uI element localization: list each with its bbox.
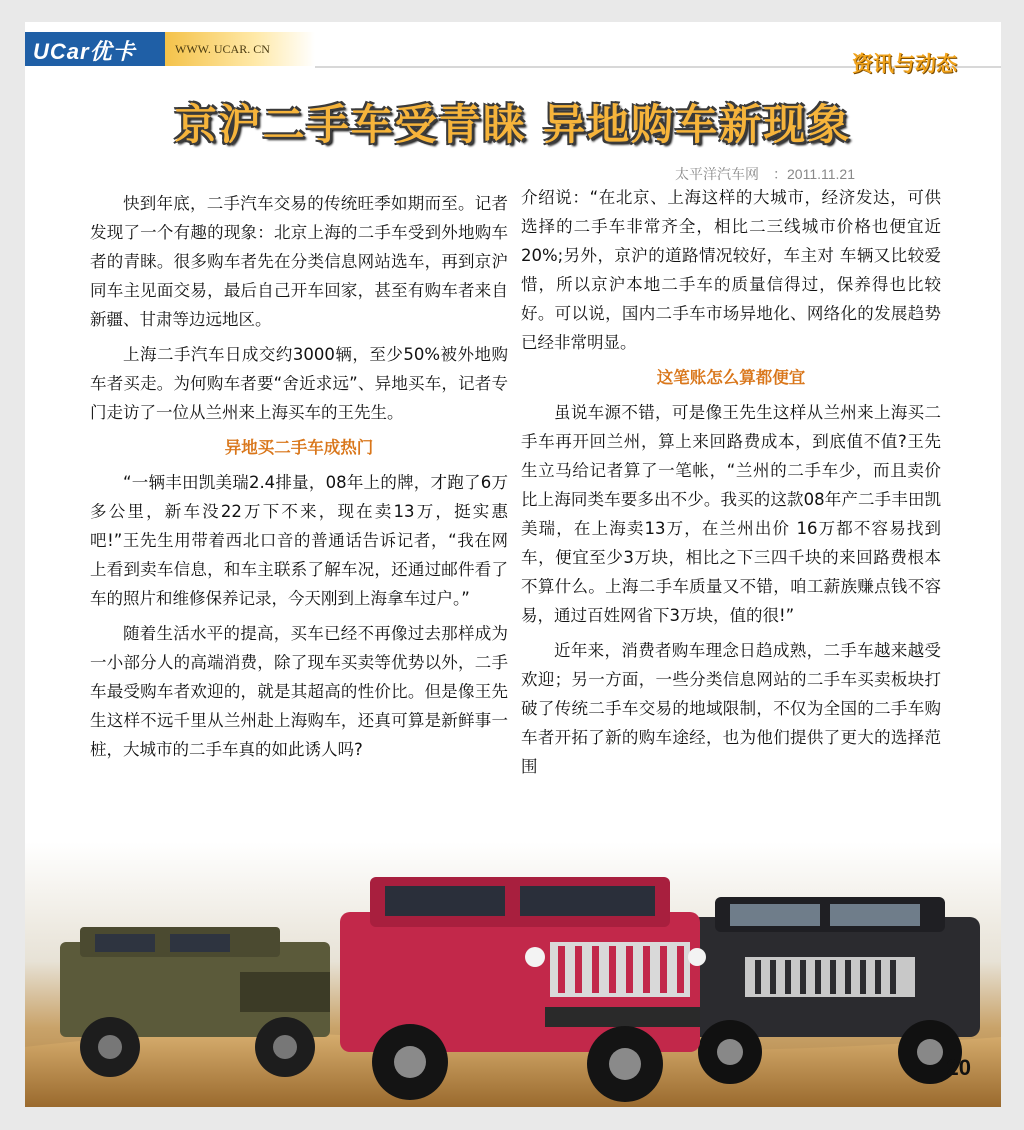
magazine-page xyxy=(25,22,1001,1107)
paragraph: 近年来，消费者购车理念日趋成熟，二手车越来越受欢迎；另一方面，一些分类信息网站的二手车买卖板块打破了传统二手车交易的地域限制，不仅为全国的二手车购车者开拓了新的购车途经，也为他们提供了更大的选择范围 xyxy=(521,641,941,776)
page-number: 20 xyxy=(946,1055,971,1080)
paragraph: 虽说车源不错，可是像王先生这样从兰州来上海买二手车再开回兰州，算上来回路费成本，到底值不值?王先生立马给记者算了一笔帐，“兰州的二手车少，而且卖价比上海同类车要多出不少。我买的这款08年产二手丰田凯美瑞，在上海卖13万，在兰州出价 16万都不容易找到车，便宜至少3万块，相比之下三四千块的来回路费根本不算什么。上海二手车质量又不错，咱工薪族赚点钱不容易，通过百姓网省下3万块，值的很!” xyxy=(521,403,941,625)
article-title: 京沪二手车受青睐 异地购车新现象 xyxy=(174,100,852,149)
suv-photo xyxy=(25,842,1001,1107)
section-label: 资讯与动态 xyxy=(852,52,957,76)
paragraph: 随着生活水平的提高，买车已经不再像过去那样成为一小部分人的高端消费，除了现车买卖等优势以外，二手车最受购车者欢迎的，就是其超高的性价比。但是像王先生这样不远千里从兰州赴上海购车，还真可算是新鲜事一桩，大城市的二手车真的如此诱人吗? xyxy=(90,624,508,759)
suv-photo-illustration xyxy=(25,842,1001,1107)
paragraph: 上海二手汽车日成交约3000辆，至少50%被外地购车者买走。为何购车者要“舍近求远”、异地买车，记者专门走访了一位从兰州来上海买车的王先生。 xyxy=(90,345,508,422)
article-column-left xyxy=(90,189,508,770)
subheading: 异地买二手车成热门 xyxy=(224,438,374,457)
site-url: WWW. UCAR. CN xyxy=(175,42,270,56)
paragraph: 介绍说：“在北京、上海这样的大城市，经济发达，可供选择的二手车非常齐全，相比二三线城市价格也便宜近20%;另外，京沪的道路情况较好，车主对 车辆又比较爱惜，所以京沪本地二手车的质量信得过，保养得也比较好。可以说，国内二手车市场异地化、网络化的发展趋势已经非常明显。 xyxy=(521,188,941,352)
subheading: 这笔账怎么算都便宜 xyxy=(656,368,806,387)
logo-text: UCar优卡 xyxy=(33,39,136,64)
paragraph: 快到年底，二手汽车交易的传统旺季如期而至。记者发现了一个有趣的现象：北京上海的二手车受到外地购车者的青睐。很多购车者先在分类信息网站选车，再到京沪同车主见面交易，最后自己开车回家，甚至有购车者来自新疆、甘肃等边远地区。 xyxy=(90,194,508,329)
paragraph: “一辆丰田凯美瑞2.4排量，08年上的牌，才跑了6万多公里，新车没22万下不来，现在卖13万，挺实惠吧!”王先生用带着西北口音的普通话告诉记者，“我在网上看到卖车信息，和车主联系了解车况，还通过邮件看了车的照片和维修保养记录，今天刚到上海拿车过户。” xyxy=(90,473,508,608)
site-url-tab xyxy=(165,32,315,66)
header-bar xyxy=(25,22,1001,76)
ucar-logo xyxy=(25,32,165,66)
article-source: 太平洋汽车网 ：2011.11.21 xyxy=(675,166,855,182)
article-column-right xyxy=(521,183,941,787)
